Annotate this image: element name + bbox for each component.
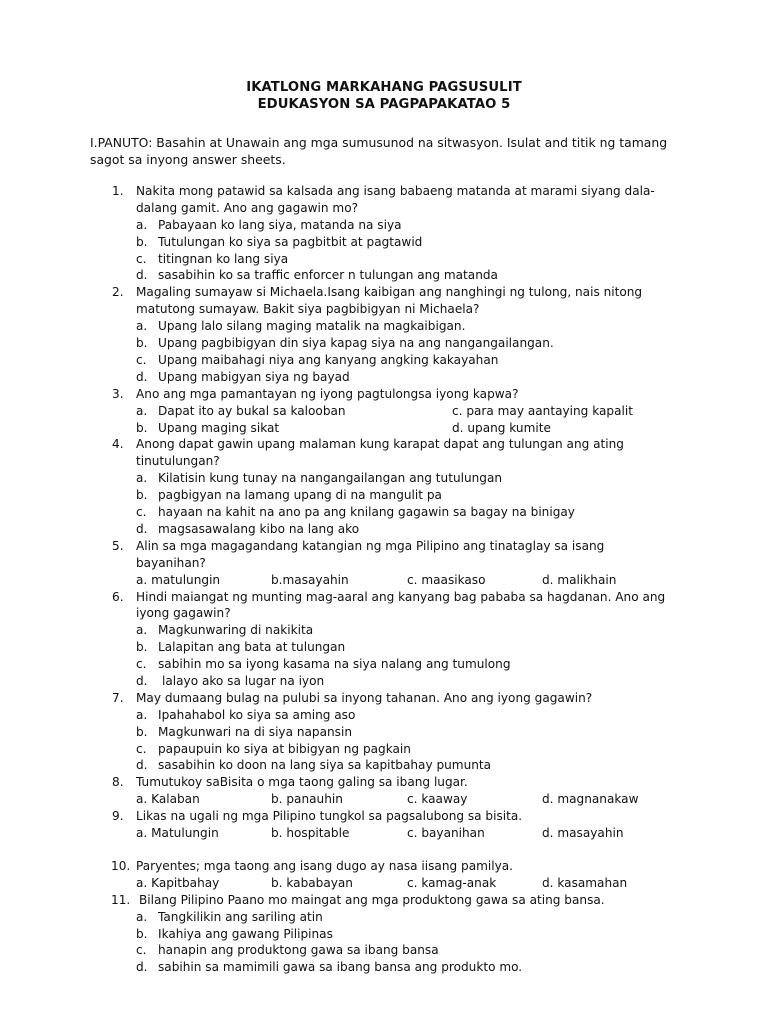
option bbox=[0, 521, 768, 538]
question bbox=[0, 183, 768, 217]
question bbox=[0, 386, 768, 403]
option-row bbox=[0, 420, 768, 437]
subject-title: EDUKASYON SA PAGPAPAKATAO 5 bbox=[257, 97, 511, 112]
choice: a. Matulungin bbox=[136, 826, 219, 841]
question-number: 5. bbox=[112, 538, 124, 553]
option bbox=[0, 504, 768, 521]
option-text: Dapat ito ay bukal sa kalooban bbox=[158, 403, 346, 418]
question bbox=[0, 589, 768, 623]
option bbox=[0, 352, 768, 369]
option-letter: b. bbox=[136, 234, 148, 249]
option-letter: d. bbox=[136, 758, 148, 773]
option-text: hanapin ang produktong gawa sa ibang bansa bbox=[158, 943, 439, 958]
option bbox=[0, 318, 768, 335]
question-number: 6. bbox=[112, 589, 124, 604]
option-letter: d. bbox=[136, 521, 148, 536]
option bbox=[0, 251, 768, 268]
option-text: papaupuin ko siya at bibigyan ng pagkain bbox=[158, 741, 411, 756]
option-text: Kilatisin kung tunay na nangangailangan ang tutulungan bbox=[158, 471, 503, 486]
question-number: 8. bbox=[112, 775, 124, 790]
option-text: magsasawalang kibo na lang ako bbox=[158, 521, 360, 536]
option-letter: a. bbox=[136, 707, 148, 722]
option-text: titingnan ko lang siya bbox=[158, 251, 289, 266]
option-text: c. para may aantaying kapalit bbox=[452, 403, 633, 418]
option-letter: b. bbox=[136, 724, 148, 739]
instructions: I.PANUTO: Basahin at Unawain ang mga sumusunod na sitwasyon. Isulat and titik ng tamang sagot sa inyong answer sheets. bbox=[90, 135, 668, 167]
choice-row bbox=[0, 791, 768, 808]
option-letter: c. bbox=[136, 741, 147, 756]
option-text: Upang pagbibigyan din siya kapag siya na ang nangangailangan. bbox=[158, 336, 554, 351]
question-number: 10. bbox=[111, 858, 131, 873]
choice: a. matulungin bbox=[136, 572, 221, 587]
question-text: May dumaang bulag na pulubi sa inyong tahanan. Ano ang iyong gagawin? bbox=[136, 690, 593, 705]
option bbox=[0, 335, 768, 352]
question-number: 2. bbox=[112, 285, 124, 300]
option-text: Upang lalo silang maging matalik na magkaibigan. bbox=[158, 319, 466, 334]
option-letter: d. bbox=[136, 674, 148, 688]
option bbox=[0, 926, 768, 943]
option-letter: a. bbox=[136, 217, 148, 232]
option bbox=[0, 234, 768, 251]
option bbox=[0, 707, 768, 724]
option-letter: d. bbox=[136, 960, 148, 975]
option-text: lalayo ako sa lugar na iyon bbox=[162, 674, 325, 688]
choice: b.masayahin bbox=[271, 572, 349, 587]
option-text: Lalapitan ang bata at tulungan bbox=[158, 640, 346, 655]
option-row bbox=[0, 403, 768, 420]
question-number: 7. bbox=[112, 690, 124, 705]
choice: c. kaaway bbox=[407, 792, 468, 807]
exam-title: IKATLONG MARKAHANG PAGSUSULIT bbox=[246, 80, 522, 95]
question bbox=[0, 284, 768, 318]
option-text: Ikahiya ang gawang Pilipinas bbox=[158, 926, 333, 941]
option-letter: b. bbox=[136, 640, 148, 655]
choice: d. malikhain bbox=[542, 572, 617, 587]
option-letter: a. bbox=[136, 623, 148, 638]
option bbox=[0, 741, 768, 758]
question bbox=[0, 774, 768, 791]
option bbox=[0, 369, 768, 386]
option-text: sabihin sa mamimili gawa sa ibang bansa ang produkto mo. bbox=[158, 960, 523, 975]
option-text: d. upang kumite bbox=[452, 420, 551, 435]
option bbox=[0, 267, 768, 284]
choice: c. maasikaso bbox=[407, 572, 486, 587]
choice-row bbox=[0, 875, 768, 892]
question-text: Hindi maiangat ng munting mag-aaral ang kanyang bag pababa sa hagdanan. Ano ang iyong gagawin? bbox=[136, 589, 666, 621]
option bbox=[0, 217, 768, 234]
choice: b. panauhin bbox=[271, 792, 343, 807]
option-letter: c. bbox=[136, 505, 147, 520]
choice: d. magnanakaw bbox=[542, 792, 639, 807]
option bbox=[0, 724, 768, 741]
question-list bbox=[0, 183, 768, 976]
question-number: 4. bbox=[112, 437, 124, 452]
option-letter: c. bbox=[136, 251, 147, 266]
choice: a. Kapitbahay bbox=[136, 875, 220, 890]
option bbox=[0, 639, 768, 656]
option-letter: b. bbox=[136, 420, 148, 435]
question-text: Paryentes; mga taong ang isang dugo ay nasa iisang pamilya. bbox=[136, 858, 514, 873]
spacer bbox=[0, 842, 768, 858]
choice: c. bayanihan bbox=[407, 826, 485, 841]
option-text: Tangkilikin ang sariling atin bbox=[158, 909, 323, 924]
option bbox=[0, 673, 768, 690]
choice-row bbox=[0, 825, 768, 842]
option-text: Magkunwaring di nakikita bbox=[158, 623, 314, 638]
question-text: Alin sa mga magagandang katangian ng mga Pilipino ang tinataglay sa isang bayanihan? bbox=[136, 538, 605, 570]
question bbox=[0, 436, 768, 470]
choice: c. kamag-anak bbox=[407, 875, 497, 890]
question bbox=[0, 690, 768, 707]
option-letter: b. bbox=[136, 336, 148, 351]
question-text: Magaling sumayaw si Michaela.Isang kaibigan ang nanghingi ng tulong, nais nitong matutong sumayaw. Bakit siya pagbibigyan ni Michaela? bbox=[136, 285, 643, 317]
option-text: Upang mabigyan siya ng bayad bbox=[158, 369, 350, 384]
question-number: 3. bbox=[112, 386, 124, 401]
question-text: Bilang Pilipino Paano mo maingat ang mga produktong gawa sa ating bansa. bbox=[139, 892, 605, 907]
option-text: hayaan na kahit na ano pa ang knilang gagawin sa bagay na binigay bbox=[158, 505, 575, 520]
choice: b. hospitable bbox=[271, 826, 350, 841]
option-text: Magkunwari na di siya napansin bbox=[158, 724, 352, 739]
question-text: Anong dapat gawin upang malaman kung karapat dapat ang tulungan ang ating tinutulungan? bbox=[136, 437, 624, 469]
option-text: sasabihin ko doon na lang siya sa kapitbahay pumunta bbox=[158, 758, 492, 773]
option bbox=[0, 656, 768, 673]
option-letter: b. bbox=[136, 488, 148, 503]
option-letter: a. bbox=[136, 403, 148, 418]
option-text: Upang maibahagi niya ang kanyang angking kakayahan bbox=[158, 352, 499, 367]
choice: d. masayahin bbox=[542, 826, 624, 841]
choice: a. Kalaban bbox=[136, 792, 200, 807]
question-text: Tumutukoy saBisita o mga taong galing sa ibang lugar. bbox=[136, 775, 468, 790]
option-text: pagbigyan na lamang upang di na mangulit pa bbox=[158, 488, 442, 503]
option bbox=[0, 470, 768, 487]
option-letter: d. bbox=[136, 369, 148, 384]
option-text: Ipahahabol ko siya sa aming aso bbox=[158, 707, 356, 722]
option-letter: c. bbox=[136, 352, 147, 367]
option-text: Tutulungan ko siya sa pagbitbit at pagtawid bbox=[158, 234, 423, 249]
option bbox=[0, 959, 768, 976]
option-letter: c. bbox=[136, 657, 147, 672]
question-text: Likas na ugali ng mga Pilipino tungkol sa pagsalubong sa bisita. bbox=[136, 809, 523, 824]
option-letter: a. bbox=[136, 909, 148, 924]
option-letter: a. bbox=[136, 471, 148, 486]
option-text: Pabayaan ko lang siya, matanda na siya bbox=[158, 217, 402, 232]
question bbox=[0, 538, 768, 572]
option-letter: b. bbox=[136, 926, 148, 941]
option bbox=[0, 622, 768, 639]
choice: b. kababayan bbox=[271, 875, 353, 890]
question-number: 9. bbox=[112, 809, 124, 824]
question-text: Ano ang mga pamantayan ng iyong pagtulongsa iyong kapwa? bbox=[136, 386, 519, 401]
question bbox=[0, 858, 768, 875]
question-number: 1. bbox=[112, 184, 124, 198]
option-text: sasabihin ko sa traffic enforcer n tulungan ang matanda bbox=[158, 268, 498, 283]
option-letter: c. bbox=[136, 943, 147, 958]
option bbox=[0, 909, 768, 926]
choice-row bbox=[0, 572, 768, 589]
option bbox=[0, 487, 768, 504]
option bbox=[0, 757, 768, 774]
option-letter: a. bbox=[136, 319, 148, 334]
option-letter: d. bbox=[136, 268, 148, 283]
question bbox=[0, 808, 768, 825]
question-number: 11. bbox=[111, 892, 131, 907]
option-text: Upang maging sikat bbox=[158, 420, 280, 435]
choice: d. kasamahan bbox=[542, 875, 628, 890]
option bbox=[0, 942, 768, 959]
question-text: Nakita mong patawid sa kalsada ang isang babaeng matanda at marami siyang dala-dalang gamit. Ano ang gagawin mo? bbox=[136, 184, 655, 215]
question bbox=[0, 892, 768, 909]
option-text: sabihin mo sa iyong kasama na siya nalang ang tumulong bbox=[158, 657, 511, 672]
